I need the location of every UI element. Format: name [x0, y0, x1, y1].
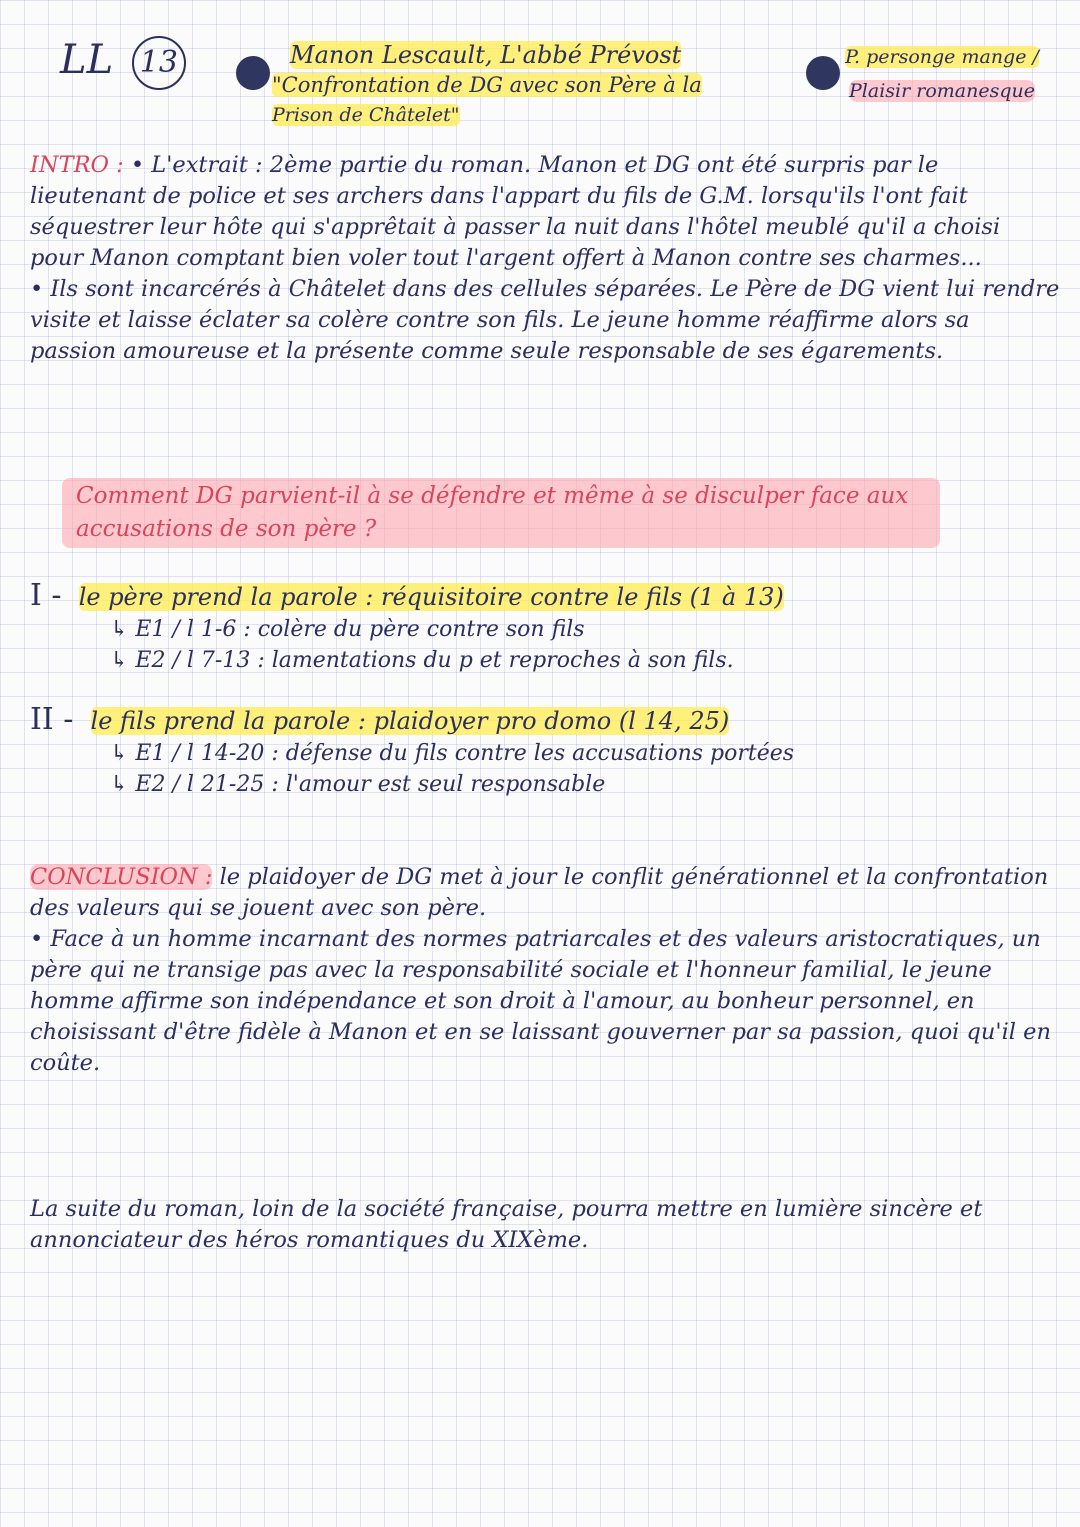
- conclusion-section: [30, 862, 1060, 1079]
- corner-note: [842, 40, 1042, 108]
- page-mark: LL: [60, 37, 114, 83]
- title-line-1: Manon Lescault, L'abbé Prévost: [290, 41, 682, 69]
- problematic-question: Comment DG parvient-il à se défendre et même à se disculper face aux accusations de son père ?: [62, 478, 940, 548]
- intro-label: INTRO :: [30, 152, 124, 178]
- part-1-sub-2: ↳ E2 / l 7-13 : lamentations du p et reproches à son fils.: [110, 648, 734, 673]
- part-1-sub-1: ↳ E1 / l 1-6 : colère du père contre son fils: [110, 617, 585, 642]
- part-2-title: le fils prend la parole : plaidoyer pro domo (l 14, 25): [90, 707, 730, 735]
- intro-section: [30, 150, 1060, 367]
- intro-paragraph-2: • Ils sont incarcérés à Châtelet dans des cellules séparées. Le Père de DG vient lui rendre visite et laisse éclater sa colère contre son fils. Le jeune homme réaffirme alors sa passion amoureuse et la présente comme seule responsable de ses égarements.: [30, 276, 1060, 364]
- part-2-sub-2: ↳ E2 / l 21-25 : l'amour est seul responsable: [110, 772, 606, 797]
- title-line-2: "Confrontation de DG avec son Père à la: [272, 73, 702, 97]
- part-2-numeral: II -: [30, 702, 74, 737]
- conclusion-paragraph-3: La suite du roman, loin de la société française, pourra mettre en lumière sincère et annonciateur des héros romantiques du XIXème.: [30, 1196, 983, 1253]
- conclusion-label: CONCLUSION :: [30, 864, 213, 890]
- part-1-numeral: I -: [30, 578, 62, 613]
- part-1-title: le père prend la parole : réquisitoire contre le fils (1 à 13): [78, 583, 784, 611]
- conclusion-paragraph-2: • Face à un homme incarnant des normes patriarcales et des valeurs aristocratiques, un père qui ne transige pas avec la responsabilité sociale et l'honneur familial, le jeune homme affirme son indépendance et son droit à l'amour, au bonheur personnel, en choisissant d'être fidèle à Manon et en se laissant gouverner par sa passion, quoi qu'il en coûte.: [30, 926, 1051, 1076]
- intro-paragraph-1: • L'extrait : 2ème partie du roman. Manon et DG ont été surpris par le lieutenant de police et ses archers dans l'appart du fils de G.M. lorsqu'ils l'ont fait séquestrer leur hôte qui s'apprêtait à passer la nuit dans l'hôtel meublé qu'il a choisi pour Manon comptant bien voler tout l'argent offert à Manon contre ses charmes...: [30, 152, 1001, 271]
- page-number-circle: 13: [132, 36, 186, 90]
- conclusion-paragraph-1: le plaidoyer de DG met à jour le conflit générationnel et la confrontation des valeurs qui se jouent avec son père.: [30, 864, 1049, 921]
- title-line-3: Prison de Châtelet": [272, 104, 460, 126]
- part-2-sub-1: ↳ E1 / l 14-20 : défense du fils contre les accusations portées: [110, 741, 795, 766]
- corner-line-1: P. personge mange /: [845, 46, 1039, 68]
- corner-line-2: Plaisir romanesque: [849, 80, 1035, 102]
- part-1: [30, 580, 1060, 676]
- conclusion-opening: [30, 1194, 1060, 1256]
- page-number: [60, 36, 186, 90]
- part-2: [30, 704, 1060, 800]
- bullet-dot-icon: [236, 56, 270, 90]
- title-block: [272, 40, 812, 130]
